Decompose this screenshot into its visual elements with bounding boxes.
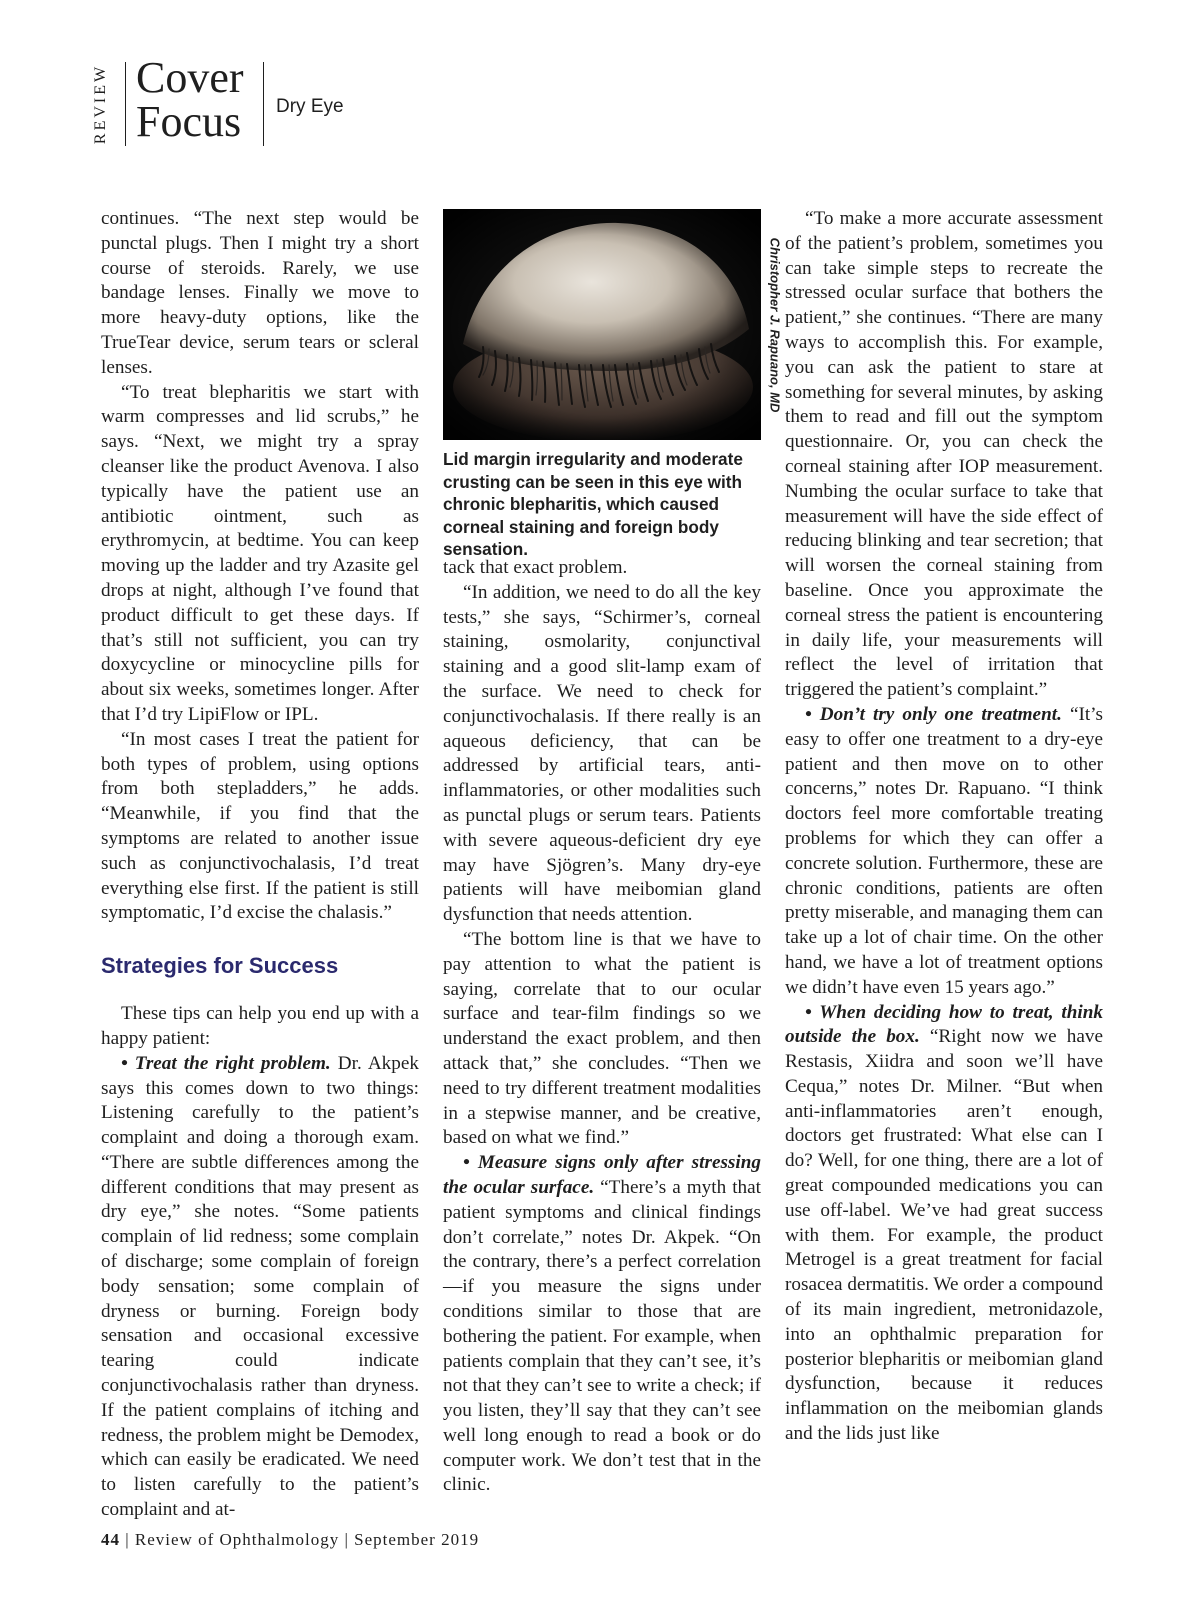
paragraph: continues. “The next step would be punctal plugs. Then I might try a short course of steroids. Rarely, we use bandage lenses. Finally we move to more heavy-duty options, like the TrueTear device, serum tears or scleral lenses.	[101, 208, 419, 378]
page-footer	[101, 1530, 479, 1550]
paragraph: “To make a more accurate assessment of the patient’s problem, sometimes you can take simple steps to recreate the stressed ocular surface that bothers the patient,” she continues. “There are many ways to accomplish this. For example, you can ask the patient to stare at something for several minutes, by asking them to read and fill out the symptom questionnaire. Or, you can check the corneal staining after IOP measurement. Numbing the ocular surface to take that measurement will have the side effect of reducing blinking and tear secretion; that will worsen the corneal staining from baseline. Once you approximate the corneal stress the patient is encountering in daily life, your measurements will reflect the level of irritation that triggered the patient’s complaint.”	[785, 208, 1103, 701]
review-label: REVIEW	[92, 63, 109, 145]
figure-caption: Lid margin irregularity and moderate crusting can be seen in this eye with chronic blepharitis, which caused corneal staining and foreign body sensation.	[443, 449, 743, 559]
tip-body: “There’s a myth that patient symptoms and clinical findings don’t correlate,” notes Dr. Akpek. “On the contrary, there’s a perfect correlation—if you measure the signs under conditions similar to those that are bothering the patient. For example, when patients complain that they can’t see, it’s not that they can’t see to write a check; if you listen, they’ll say that they can’t see well long enough to read a book or do computer work. We don’t test that in the clinic.	[443, 1176, 761, 1496]
tip-body: Dr. Akpek says this comes down to two things: Listening carefully to the patient’s complaint and doing a thorough exam. “There are subtle differences among the different conditions that may present as dry eye,” she notes. “Some patients complain of lid redness; some complain of discharge; some complain of foreign body sensation; some complain of dryness or burning. Foreign body sensation and occasional excessive tearing could indicate conjunctivochalasis rather than dryness. If the patient complains of itching and redness, the problem might be Demodex, which can easily be eradicated. We need to listen carefully to the patient’s complaint and at-	[101, 1052, 419, 1521]
paragraph: “The bottom line is that we have to pay attention to what the patient is saying, correlate that to our ocular surface and tear-film findings so we understand the exact problem, and then attack that,” she concludes. “Then we need to try different treatment modalities in a stepwise manner, and be creative, based on what we find.”	[443, 928, 761, 1149]
tip-paragraph	[443, 1151, 761, 1498]
tip-runin: • Measure signs only after stressing the ocular surface.	[443, 1152, 761, 1198]
tip-body: “Right now we have Restasis, Xiidra and soon we’ll have Cequa,” notes Dr. Milner. “But when anti-inflammatories aren’t enough, doctors get frustrated: What else can I do? Well, for one thing, there are a lot of great compounded medications you can use off-label. We’ve had great success with them. For example, the product Metrogel is a great treatment for facial rosacea dermatitis. We order a compound of its main ingredient, metronidazole, into an ophthalmic preparation for posterior blepharitis or meibomian gland dysfunction, because it reduces inflammation on the meibomian glands and the lids just like	[785, 1026, 1103, 1445]
subheading: Strategies for Success	[101, 953, 339, 979]
section-title-line2: Focus	[136, 97, 242, 146]
tip-runin: • Treat the right problem.	[121, 1052, 331, 1074]
tip-runin: • Don’t try only one treatment.	[805, 703, 1062, 725]
tip-paragraph	[785, 703, 1103, 1001]
section-title	[136, 53, 244, 146]
header-divider-left	[125, 62, 126, 146]
header-divider-right	[263, 62, 264, 146]
footer-separator: |	[125, 1530, 130, 1549]
photo-credit: Christopher J. Rapuano, MD	[767, 237, 783, 413]
page-number: 44	[101, 1530, 120, 1549]
paragraph: “To treat blepharitis we start with warm compresses and lid scrubs,” he says. “Next, we might try a spray cleanser like the product Avenova. I also typically have the patient use an antibiotic ointment, such as erythromycin, at bedtime. You can keep moving up the ladder and try Azasite gel drops at night, although I’ve found that product difficult to get these days. If that’s still not sufficient, you can try doxycycline or minocycline pills for about six weeks, sometimes longer. After that I’d try LipiFlow or IPL.	[101, 381, 419, 725]
paragraph: “In addition, we need to do all the key tests,” she says, “Schirmer’s, corneal staining, osmolarity, conjunctival staining and a good slit-lamp exam of the surface. We need to check for conjunctivochalasis. If there really is an aqueous deficiency, that can be addressed by artificial tears, anti-inflammatories, or other modalities such as punctal plugs or serum tears. Patients with severe aqueous-deficient dry eye may have Sjögren’s. Many dry-eye patients will have meibomian gland dysfunction that needs attention.	[443, 581, 761, 926]
article-column-2	[443, 556, 761, 1498]
article-column-1	[101, 207, 419, 1523]
paragraph: tack that exact problem.	[443, 557, 628, 578]
paragraph: “In most cases I treat the patient for both types of problem, using options from both stepladders,” he adds. “Meanwhile, if you find that the symptoms are related to another issue such as conjunctivochalasis, I’d treat everything else first. If the patient is still symptomatic, I’d excise the chalasis.”	[101, 728, 419, 924]
journal-name: Review of Ophthalmology	[134, 1530, 340, 1549]
tip-runin: • When deciding how to treat, think outside the box.	[785, 1001, 1103, 1048]
tip-paragraph	[785, 1001, 1103, 1447]
footer-separator: |	[344, 1530, 349, 1549]
eyelid-photo	[443, 209, 761, 440]
tip-paragraph	[101, 1052, 419, 1523]
issue-date: September 2019	[354, 1530, 480, 1549]
section-subtitle: Dry Eye	[276, 96, 344, 117]
section-title-line1: Cover	[136, 53, 244, 102]
paragraph: These tips can help you end up with a happy patient:	[101, 1003, 419, 1049]
tip-body: “It’s easy to offer one treatment to a dry-eye patient and then move on to other concerns,” notes Dr. Rapuano. “I think doctors feel more comfortable treating problems for which they can offer a concrete solution. Furthermore, these are chronic conditions, patients are often pretty miserable, and managing them can take up a lot of chair time. On the other hand, we have a lot of treatment options we didn’t have even 15 years ago.”	[785, 703, 1103, 998]
article-column-3	[785, 207, 1103, 1447]
